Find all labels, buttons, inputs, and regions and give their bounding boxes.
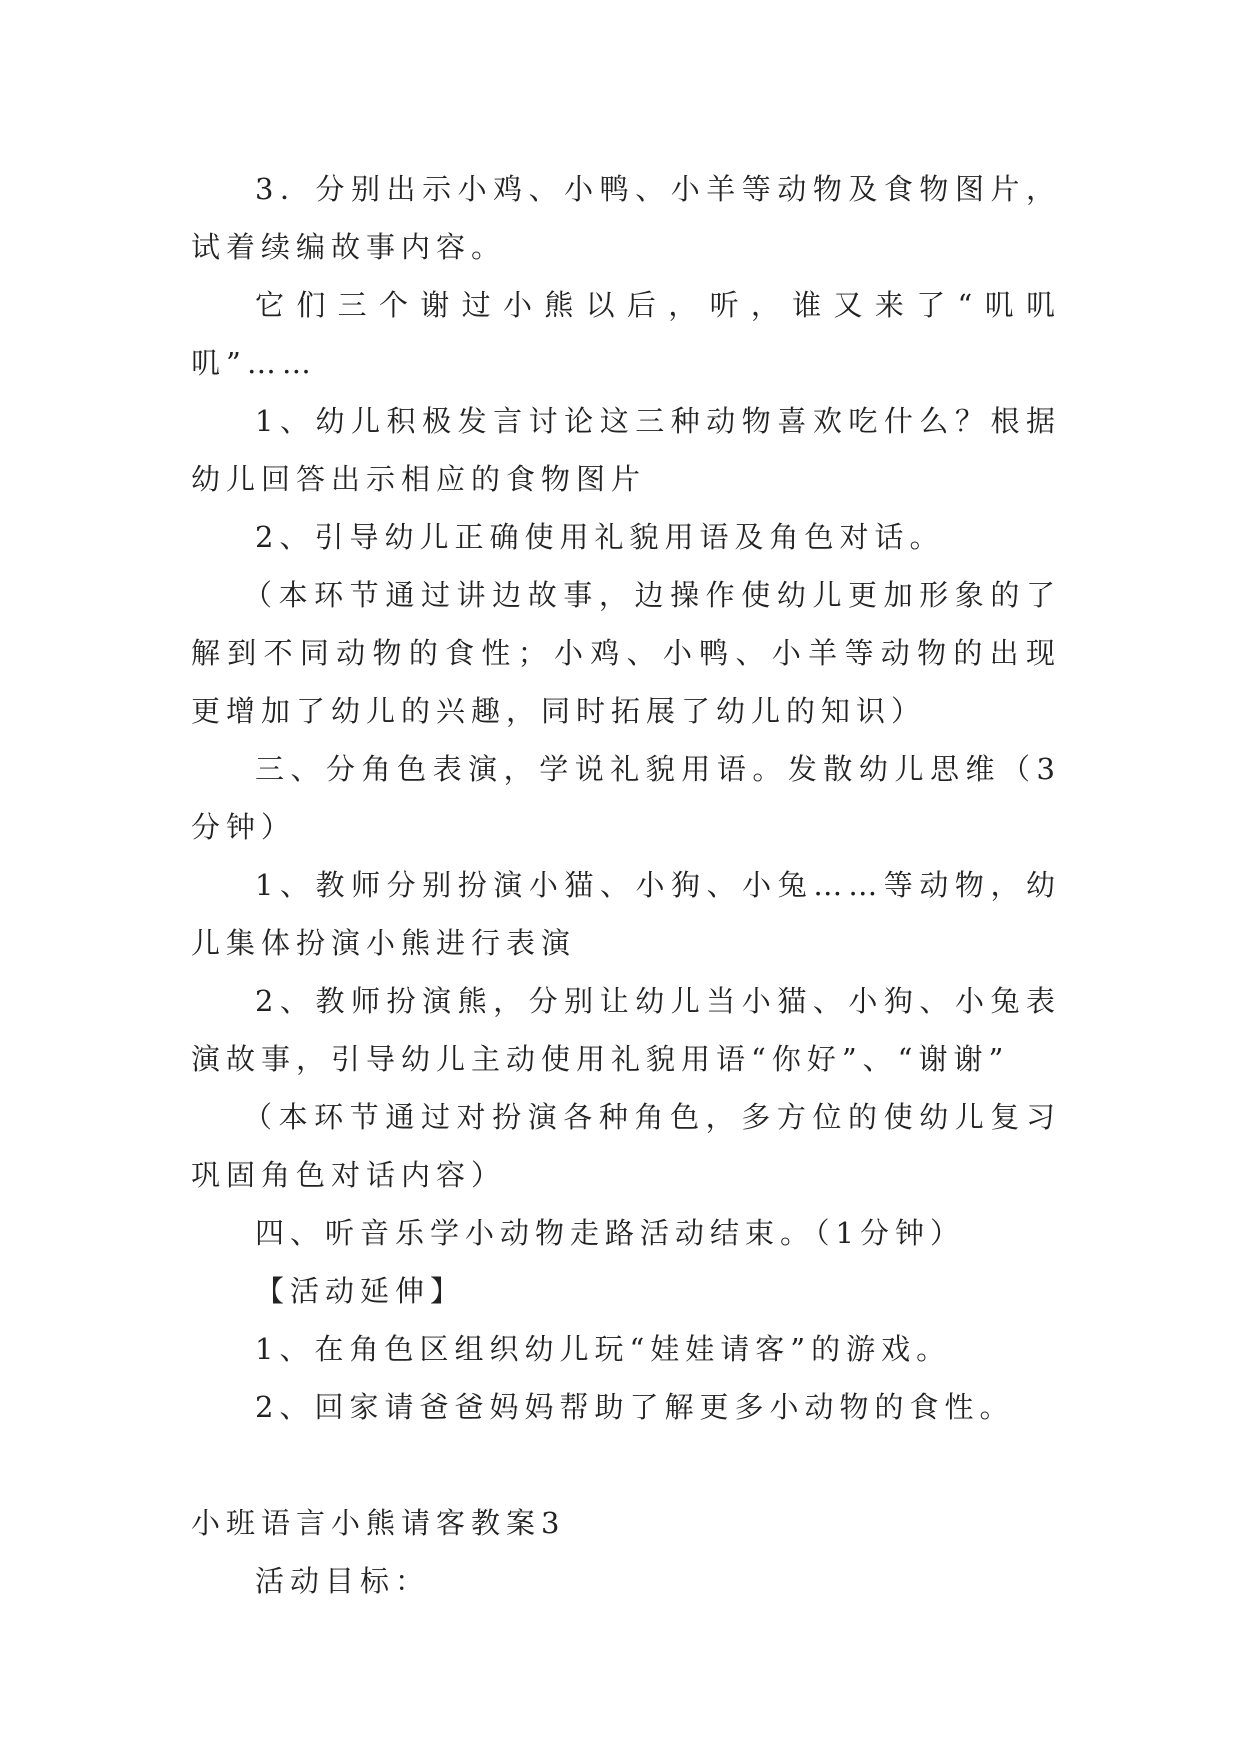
paragraph-discussion: 1、幼儿积极发言讨论这三种动物喜欢吃什么？根据幼儿回答出示相应的食物图片 <box>191 404 1061 496</box>
paragraph-extension-2: 2、回家请爸爸妈妈帮助了解更多小动物的食性。 <box>255 1390 1015 1424</box>
paragraph-section-four: 四、听音乐学小动物走路活动结束。（1分钟） <box>255 1216 965 1250</box>
paragraph-section-three: 三、分角色表演，学说礼貌用语。发散幼儿思维（3分钟） <box>191 752 1061 844</box>
paragraph-extension-heading: 【活动延伸】 <box>255 1274 466 1308</box>
paragraph-note-1: （本环节通过讲边故事，边操作使幼儿更加形象的了解到不同动物的食性；小鸡、小鸭、小羊等动物的出现更增加了幼儿的兴趣，同时拓展了幼儿的知识） <box>191 578 1061 728</box>
section-gap <box>191 1436 1061 1494</box>
paragraph-extension-1: 1、在角色区组织幼儿玩“娃娃请客”的游戏。 <box>255 1332 952 1366</box>
document-body <box>191 160 1061 1610</box>
paragraph-polite-language: 2、引导幼儿正确使用礼貌用语及角色对话。 <box>255 520 945 554</box>
paragraph-step-3: 3．分别出示小鸡、小鸭、小羊等动物及食物图片，试着续编故事内容。 <box>191 172 1061 264</box>
paragraph-teacher-roles: 1、教师分别扮演小猫、小狗、小兔……等动物，幼儿集体扮演小熊进行表演 <box>191 868 1061 960</box>
section-title: 小班语言小熊请客教案3 <box>191 1506 566 1540</box>
paragraph-objectives-heading: 活动目标： <box>255 1564 431 1598</box>
paragraph-note-2: （本环节通过对扮演各种角色，多方位的使幼儿复习巩固角色对话内容） <box>191 1100 1061 1192</box>
paragraph-story-continue: 它们三个谢过小熊以后，听，谁又来了“叽叽叽”…… <box>191 288 1061 380</box>
paragraph-bear-role: 2、教师扮演熊，分别让幼儿当小猫、小狗、小兔表演故事，引导幼儿主动使用礼貌用语“你好”、“谢谢” <box>191 984 1061 1076</box>
